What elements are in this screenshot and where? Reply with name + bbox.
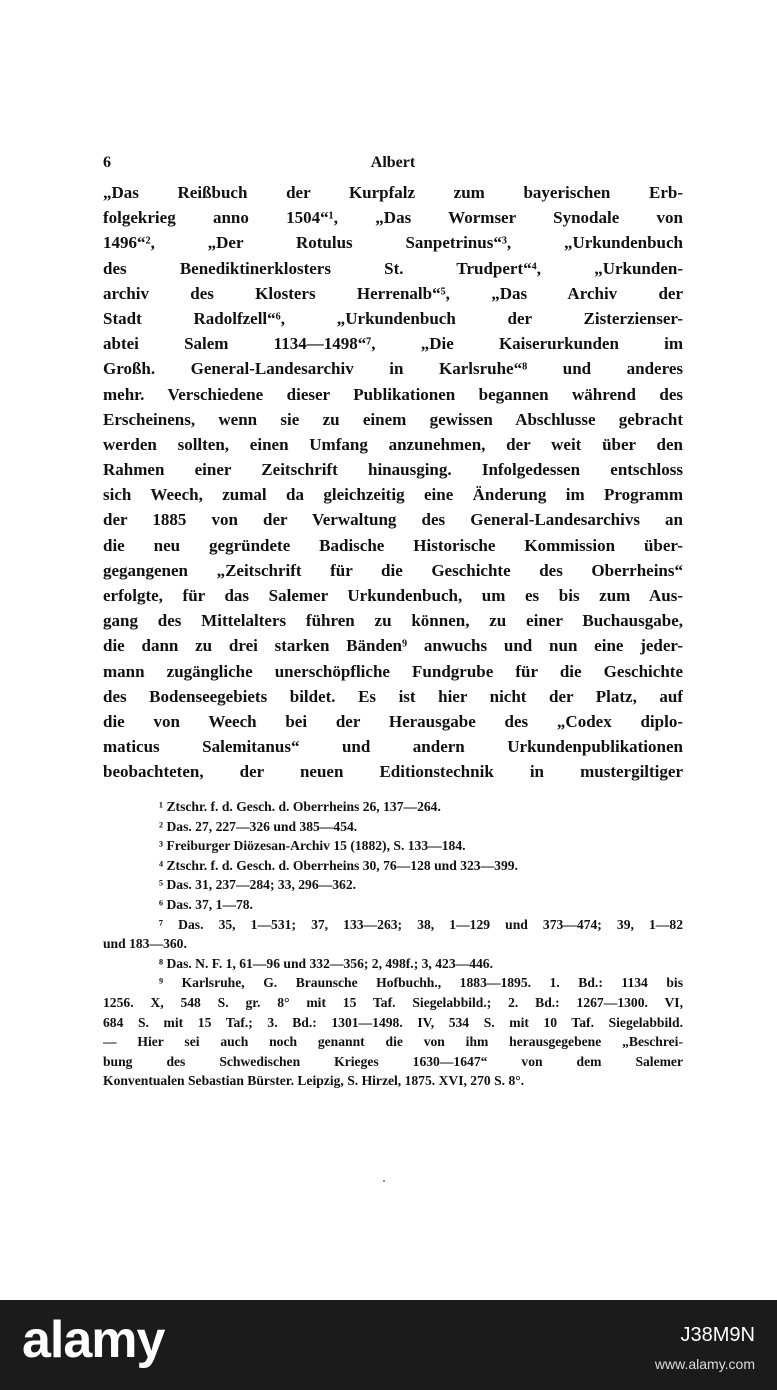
body-line: gang des Mittelalters führen zu können, zu einer Buchausgabe, bbox=[103, 611, 683, 631]
body-line: Rahmen einer Zeitschrift hinausging. Infolgedessen entschloss bbox=[103, 460, 683, 480]
body-line: des Benediktinerklosters St. Trudpert“⁴, „Urkunden- bbox=[103, 258, 683, 278]
body-line: Erscheinens, wenn sie zu einem gewissen Abschlusse gebracht bbox=[103, 409, 683, 429]
footnote-7-line: und 183—360. bbox=[103, 936, 187, 952]
body-line: sich Weech, zumal da gleichzeitig eine Änderung im Programm bbox=[103, 485, 683, 505]
footnote-2-line: ² Das. 27, 227—326 und 385—454. bbox=[159, 818, 358, 834]
body-line: archiv des Klosters Herrenalb“⁵, „Das Archiv der bbox=[103, 283, 683, 303]
body-line: mehr. Verschiedene dieser Publikationen begannen während des bbox=[103, 384, 683, 404]
body-line: der 1885 von der Verwaltung des General-Landesarchivs an bbox=[103, 510, 683, 530]
body-line: mann zugängliche unerschöpfliche Fundgrube für die Geschichte bbox=[103, 661, 683, 681]
footnotes bbox=[103, 797, 683, 1091]
footnote-5-line: ⁵ Das. 31, 237—284; 33, 296—362. bbox=[159, 877, 357, 893]
footnote-9-line: — Hier sei auch noch genannt die von ihm herausgegebene „Beschrei- bbox=[103, 1034, 683, 1050]
body-line: folgekrieg anno 1504“¹, „Das Wormser Synodale von bbox=[103, 208, 683, 228]
body-line: des Bodenseegebiets bildet. Es ist hier nicht der Platz, auf bbox=[103, 686, 683, 706]
body-line: abtei Salem 1134—1498“⁷, „Die Kaiserurkunden im bbox=[103, 334, 683, 354]
footnote-9-line: ⁹ Karlsruhe, G. Braunsche Hofbuchh., 1883—1895. 1. Bd.: 1134 bis bbox=[159, 975, 683, 991]
footnote-4-line: ⁴ Ztschr. f. d. Gesch. d. Oberrheins 30, 76—128 und 323—399. bbox=[159, 857, 518, 873]
footnote-7-line: ⁷ Das. 35, 1—531; 37, 133—263; 38, 1—129 und 373—474; 39, 1—82 bbox=[159, 916, 683, 932]
body-line: gegangenen „Zeitschrift für die Geschichte des Oberrheins“ bbox=[103, 560, 683, 580]
body-line: die von Weech bei der Herausgabe des „Codex diplo- bbox=[103, 711, 683, 731]
body-line: 1496“², „Der Rotulus Sanpetrinus“³, „Urkundenbuch bbox=[103, 233, 683, 253]
page-number: 6 bbox=[103, 154, 111, 171]
body-line: maticus Salemitanus“ und andern Urkundenpublikationen bbox=[103, 737, 683, 757]
body-line: erfolgte, für das Salemer Urkundenbuch, um es bis zum Aus- bbox=[103, 586, 683, 605]
body-line: die neu gegründete Badische Historische Kommission über- bbox=[103, 535, 683, 555]
footnote-8-line: ⁸ Das. N. F. 1, 61—96 und 332—356; 2, 498f.; 3, 423—446. bbox=[159, 955, 493, 971]
body-text bbox=[103, 180, 683, 785]
body-line: Großh. General-Landesarchiv in Karlsruhe“⁸ und anderes bbox=[103, 359, 683, 379]
footnote-9-line: Konventualen Sebastian Bürster. Leipzig, S. Hirzel, 1875. XVI, 270 S. 8°. bbox=[103, 1073, 525, 1089]
footnote-6-line: ⁶ Das. 37, 1—78. bbox=[159, 896, 253, 912]
body-line: „Das Reißbuch der Kurpfalz zum bayerischen Erb- bbox=[103, 183, 683, 202]
image-id: J38M9N bbox=[680, 1324, 755, 1346]
footnote-9-line: 1256. X, 548 S. gr. 8° mit 15 Taf. Siegelabbild.; 2. Bd.: 1267—1300. VI, bbox=[103, 994, 683, 1010]
site-url: www.alamy.com bbox=[654, 1356, 755, 1372]
alamy-logo: alamy bbox=[22, 1311, 165, 1369]
page-header bbox=[103, 154, 683, 176]
speck bbox=[383, 1180, 385, 1182]
body-line: Stadt Radolfzell“⁶, „Urkundenbuch der Zisterzienser- bbox=[103, 308, 683, 328]
body-line: die dann zu drei starken Bänden⁹ anwuchs und nun eine jeder- bbox=[103, 636, 683, 656]
footnote-1-line: ¹ Ztschr. f. d. Gesch. d. Oberrheins 26, 137—264. bbox=[159, 799, 441, 814]
footnote-9-line: 684 S. mit 15 Taf.; 3. Bd.: 1301—1498. IV, 534 S. mit 10 Taf. Siegelabbild. bbox=[103, 1014, 683, 1030]
watermark-bar bbox=[0, 1300, 777, 1390]
footnote-9-line: bung des Schwedischen Krieges 1630—1647“ von dem Salemer bbox=[103, 1053, 683, 1069]
body-line: beobachteten, der neuen Editionstechnik in mustergiltiger bbox=[103, 762, 683, 782]
footnote-3-line: ³ Freiburger Diözesan-Archiv 15 (1882), S. 133—184. bbox=[159, 838, 466, 854]
running-title: Albert bbox=[370, 154, 416, 171]
body-line: werden sollten, einen Umfang anzunehmen, der weit über den bbox=[103, 434, 683, 454]
